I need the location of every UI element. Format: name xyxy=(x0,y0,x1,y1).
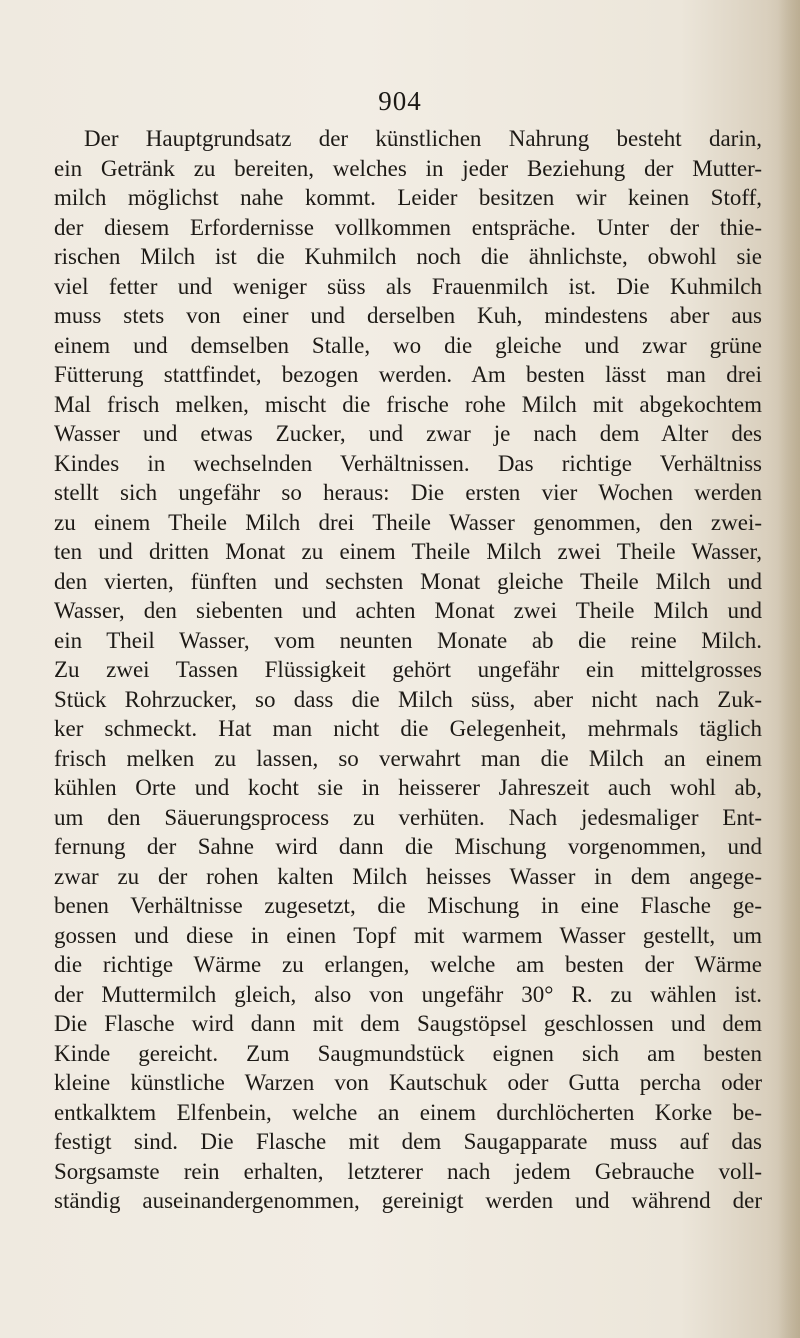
body-paragraph xyxy=(54,124,762,1216)
text-line: die richtige Wärme zu erlangen, welche am besten der Wärme xyxy=(54,952,762,977)
text-line: ker schmeckt. Hat man nicht die Gelegenheit, mehrmals täglich xyxy=(54,716,762,741)
text-line: ständig auseinandergenommen, gereinigt werden und während der xyxy=(54,1188,762,1213)
text-line: Der Hauptgrundsatz der künstlichen Nahrung besteht darin, xyxy=(84,126,762,151)
text-line: ein Theil Wasser, vom neunten Monate ab die reine Milch. xyxy=(54,627,762,653)
text-line: Zu zwei Tassen Flüssigkeit gehört ungefähr ein mittelgrosses xyxy=(54,657,762,682)
text-line: der Muttermilch gleich, also von ungefähr 30° R. zu wählen ist. xyxy=(54,981,762,1007)
text-line: entkalktem Elfenbein, welche an einem durchlöcherten Korke be- xyxy=(54,1099,762,1125)
text-line: benen Verhältnisse zugesetzt, die Mischung in eine Flasche ge- xyxy=(54,893,762,918)
text-line: kühlen Orte und kocht sie in heisserer Jahreszeit auch wohl ab, xyxy=(54,775,762,800)
text-line: milch möglichst nahe kommt. Leider besitzen wir keinen Stoff, xyxy=(54,185,762,210)
text-line: Mal frisch melken, mischt die frische rohe Milch mit abgekochtem xyxy=(54,391,762,417)
text-line: stellt sich ungefähr so heraus: Die ersten vier Wochen werden xyxy=(54,480,762,505)
text-line: Wasser und etwas Zucker, und zwar je nach dem Alter des xyxy=(54,421,762,446)
text-line: Sorgsamste rein erhalten, letzterer nach jedem Gebrauche voll- xyxy=(54,1158,762,1184)
page-edge-shadow xyxy=(778,0,800,1338)
page-number: 904 xyxy=(378,86,422,116)
text-line: Stück Rohrzucker, so dass die Milch süss, aber nicht nach Zuk- xyxy=(54,686,762,712)
text-line: ein Getränk zu bereiten, welches in jeder Beziehung der Mutter- xyxy=(54,155,762,181)
text-line: rischen Milch ist die Kuhmilch noch die ähnlichste, obwohl sie xyxy=(54,244,762,269)
text-line: frisch melken zu lassen, so verwahrt man die Milch an einem xyxy=(54,745,762,771)
text-line: viel fetter und weniger süss als Frauenmilch ist. Die Kuhmilch xyxy=(54,273,762,299)
text-line: zu einem Theile Milch drei Theile Wasser genommen, den zwei- xyxy=(54,509,762,535)
text-line: Kinde gereicht. Zum Saugmundstück eignen sich am besten xyxy=(54,1040,762,1066)
text-line: muss stets von einer und derselben Kuh, mindestens aber aus xyxy=(54,303,762,328)
text-line: zwar zu der rohen kalten Milch heisses Wasser in dem angege- xyxy=(54,863,762,889)
text-line: Fütterung stattfindet, bezogen werden. Am besten lässt man drei xyxy=(54,362,762,387)
text-line: um den Säuerungsprocess zu verhüten. Nach jedesmaliger Ent- xyxy=(54,804,762,830)
text-line: ten und dritten Monat zu einem Theile Milch zwei Theile Wasser, xyxy=(54,539,762,564)
text-line: einem und demselben Stalle, wo die gleiche und zwar grüne xyxy=(54,332,762,358)
text-line: Wasser, den siebenten und achten Monat zwei Theile Milch und xyxy=(54,598,762,623)
text-line: festigt sind. Die Flasche mit dem Saugapparate muss auf das xyxy=(54,1129,762,1154)
text-line: den vierten, fünften und sechsten Monat gleiche Theile Milch und xyxy=(54,568,762,594)
text-line: gossen und diese in einen Topf mit warmem Wasser gestellt, um xyxy=(54,922,762,948)
text-line: kleine künstliche Warzen von Kautschuk oder Gutta percha oder xyxy=(54,1070,762,1095)
text-line: fernung der Sahne wird dann die Mischung vorgenommen, und xyxy=(54,834,762,859)
text-line: Die Flasche wird dann mit dem Saugstöpsel geschlossen und dem xyxy=(54,1011,762,1036)
text-line: der diesem Erfordernisse vollkommen entspräche. Unter der thie- xyxy=(54,214,762,240)
text-line: Kindes in wechselnden Verhältnissen. Das richtige Verhältniss xyxy=(54,450,762,476)
